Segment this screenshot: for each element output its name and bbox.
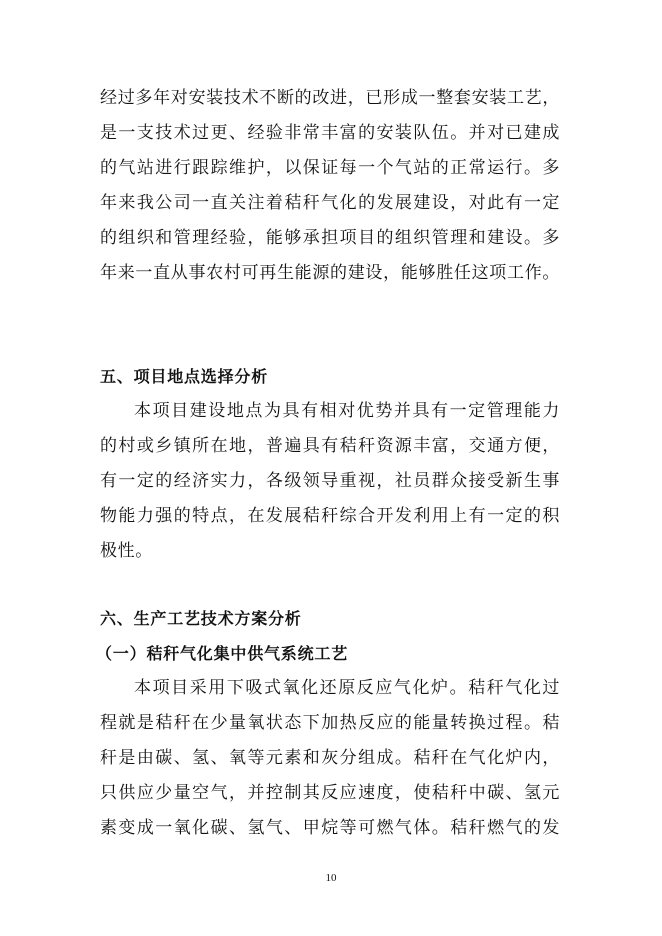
body-text-line: 只供应少量空气，并控制其反应速度，使秸秆中碳、氢元 [100, 783, 560, 803]
body-text-line: 素变成一氧化碳、氢气、甲烷等可燃气体。秸秆燃气的发 [100, 818, 560, 838]
page-number: 10 [325, 872, 337, 884]
body-text-line: 本项目采用下吸式氧化还原反应气化炉。秸秆气化过 [134, 678, 560, 698]
body-text-line: 有一定的经济实力，各级领导重视，社员群众接受新生事 [100, 471, 560, 491]
body-text-line: 的村或乡镇所在地，普遍具有秸秆资源丰富，交通方便， [100, 436, 560, 456]
subsection-heading: （一）秸秆气化集中供气系统工艺 [96, 644, 349, 663]
body-text-line: 的组织和管理经验，能够承担项目的组织管理和建设。多 [100, 228, 560, 248]
section-heading: 六、生产工艺技术方案分析 [100, 609, 302, 628]
body-text-line: 物能力强的特点，在发展秸秆综合开发利用上有一定的积 [100, 506, 560, 526]
body-text-line: 秆是由碳、氢、氧等元素和灰分组成。秸秆在气化炉内， [100, 748, 560, 768]
body-text-line: 年来一直从事农村可再生能源的建设，能够胜任这项工作。 [100, 263, 560, 283]
body-text-line: 年来我公司一直关注着秸秆气化的发展建设，对此有一定 [100, 193, 560, 213]
body-text-line: 是一支技术过更、经验非常丰富的安装队伍。并对已建成 [100, 123, 560, 143]
body-text-line: 本项目建设地点为具有相对优势并具有一定管理能力 [134, 401, 560, 421]
body-text-line: 经过多年对安装技术不断的改进，已形成一整套安装工艺， [100, 88, 560, 108]
body-text-line: 的气站进行跟踪维护，以保证每一个气站的正常运行。多 [100, 158, 560, 178]
body-text-line: 极性。 [100, 541, 153, 561]
body-text-line: 程就是秸秆在少量氧状态下加热反应的能量转换过程。秸 [100, 713, 560, 733]
section-heading: 五、项目地点选择分析 [100, 367, 269, 386]
